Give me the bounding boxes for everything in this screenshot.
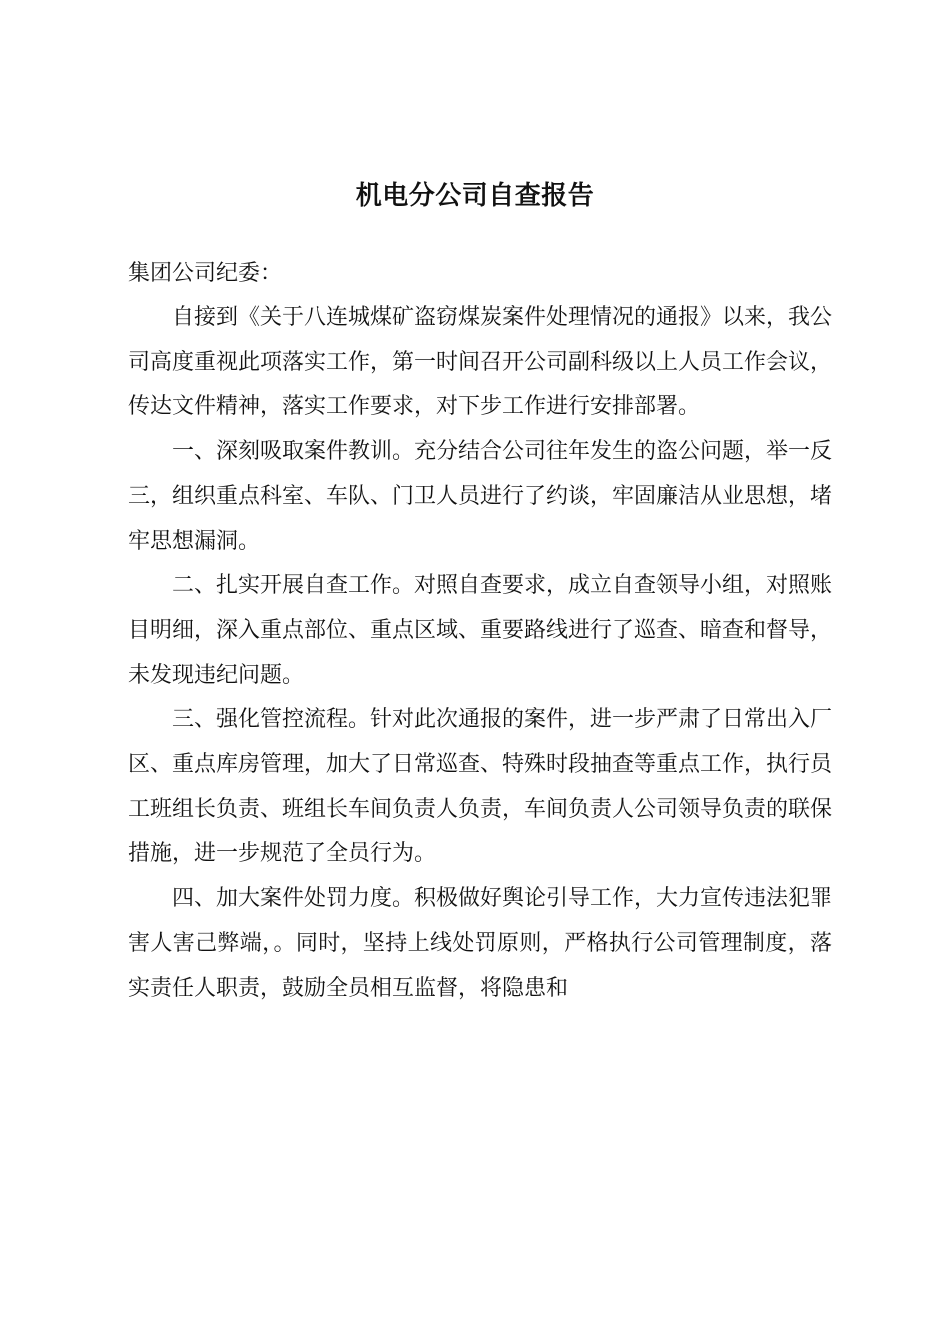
paragraph-section-1: 一、深刻吸取案件教训。充分结合公司往年发生的盗公问题，举一反三，组织重点科室、车队、门卫人员进行了约谈，牢固廉洁从业思想，堵牢思想漏洞。 <box>128 439 833 554</box>
paragraph-section-2: 二、扎实开展自查工作。对照自查要求，成立自查领导小组，对照账目明细，深入重点部位、重点区域、重要路线进行了巡查、暗查和督导，未发现违纪问题。 <box>128 573 833 688</box>
document-body <box>128 252 832 1011</box>
paragraph-section-4: 四、加大案件处罚力度。积极做好舆论引导工作，大力宣传违法犯罪害人害己弊端，。同时，坚持上线处罚原则，严格执行公司管理制度，落实责任人职责，鼓励全员相互监督，将隐患和 <box>128 886 833 1001</box>
salutation: 集团公司纪委： <box>128 261 283 286</box>
paragraph-section-3: 三、强化管控流程。针对此次通报的案件，进一步严肃了日常出入厂区、重点库房管理，加大了日常巡查、特殊时段抽查等重点工作，执行员工班组长负责、班组长车间负责人负责，车间负责人公司领导负责的联保措施，进一步规范了全员行为。 <box>128 707 833 867</box>
document-title: 机电分公司自查报告 <box>355 181 595 211</box>
paragraph-intro: 自接到《关于八连城煤矿盗窃煤炭案件处理情况的通报》以来，我公司高度重视此项落实工作，第一时间召开公司副科级以上人员工作会议，传达文件精神，落实工作要求，对下步工作进行安排部署。 <box>128 305 833 420</box>
